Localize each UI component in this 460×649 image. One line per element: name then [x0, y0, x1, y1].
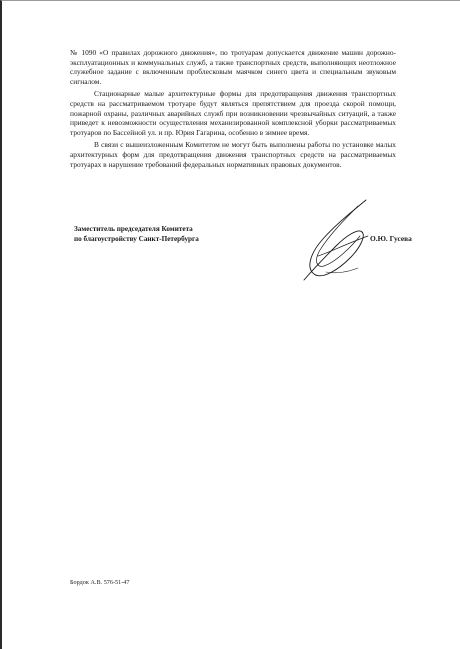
signer-title-line2: по благоустройству Санкт-Петербурга — [74, 234, 199, 243]
paragraph-3: В связи с вышеизложенным Комитетом не могут быть выполнены работы по установке малых архитектурных форм для предотвращения движения транспортных средств на рассматриваемых тротуарах в нарушение требований федеральных нормативных правовых документов. — [70, 140, 396, 169]
paragraph-2: Стационарные малые архитектурные формы для предотвращения движения транспортных средств на рассматриваемом тротуаре будут являться препятствием для проезда скорой помощи, пожарной охраны, различных аварийных служб при возникновении чрезвычайных ситуаций, а также приведет к невозможности осуществления механизированной комплексной уборки рассматриваемых тротуаров по Бассейной ул. и пр. Юрия Гагарина, особенно в зимнее время. — [70, 89, 396, 137]
handwritten-signature — [296, 196, 378, 286]
letter-body — [70, 48, 396, 172]
signer-title-line1: Заместитель председателя Комитета — [74, 225, 193, 233]
signer-name: О.Ю. Гусева — [370, 234, 412, 243]
signer-title — [74, 225, 199, 244]
contact-line: Бордок А.В. 576-51-47 — [70, 579, 130, 586]
paragraph-1: № 1090 «О правилах дорожного движения», по тротуарам допускается движение машин дорожно-эксплуатационных и коммунальных служб, а также транспортных средств, выполняющих неотложное служебное задание с включенным проблесковым маячком синего цвета и специальным звуковым сигналом. — [70, 48, 396, 86]
